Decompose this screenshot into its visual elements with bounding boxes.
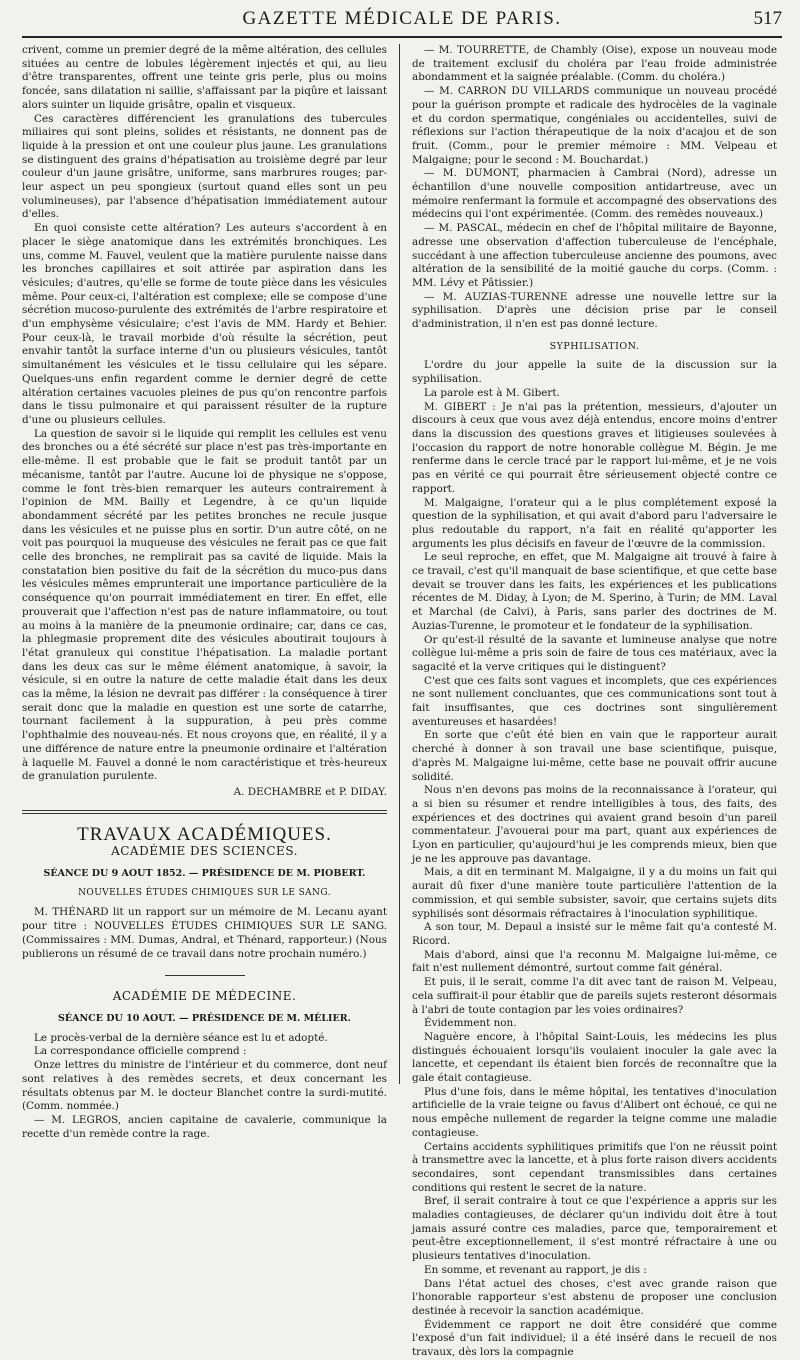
- paragraph: Évidemment non.: [424, 1017, 517, 1030]
- signature: A. DECHAMBRE et P. DIDAY.: [233, 785, 387, 798]
- right-column: [412, 44, 777, 1359]
- paragraph: Plus d'une fois, dans le même hôpital, les tentatives d'inoculation artificielle de la vraie teigne ou favus d'Alibert ont échoué, ce qui ne nous empêche nullement de regarder la teigne comme une maladie contagieuse.: [412, 1085, 777, 1139]
- session-heading: SÉANCE DU 9 AOUT 1852. — PRÉSIDENCE DE M. PIOBERT.: [43, 868, 366, 880]
- section-rule: [22, 810, 387, 814]
- section-title: TRAVAUX ACADÉMIQUES.: [77, 823, 332, 845]
- paragraph: M. Malgaigne, l'orateur qui a le plus complétement exposé la question de la syphilisation, et qui avait d'abord paru l'adversaire le plus redoutable du rapport, n'a fait en réalité qu'apporter les arguments les plus décisifs en faveur de l'œuvre de la commission.: [412, 496, 777, 550]
- paragraph: crivent, comme un premier degré de la même altération, des cellules situées au centre de lobules légèrement injectés et qui, au lieu d'être transparentes, offrent une teinte gris perle, plus ou moins foncée, sans dilatation ni saillie, s'affaissant par la piqûre et laissant alors suinter un liquide grisâtre, opalin et visqueux.: [22, 44, 387, 111]
- session-heading: SÉANCE DU 10 AOUT. — PRÉSIDENCE DE M. MÉLIER.: [58, 1013, 351, 1024]
- paragraph: En quoi consiste cette altération? Les auteurs s'accordent à en placer le siège anatomique dans les extrémités bronchiques. Les uns, comme M. Fauvel, veulent que la matière purulente naisse dans les bronches capillaires et soit attirée par aspiration dans les vésicules; d'autres, qu'elle se forme de toute pièce dans les vésicules même. Pour ceux-ci, l'altération est complexe; elle se compose d'une sécrétion mucoso-purulente des extrémités de l'arbre respiratoire et d'un emphysème vésiculaire; c'est l'avis de MM. Hardy et Behier. Pour ceux-là, le travail morbide d'où résulte la sécrétion, peut envahir tantôt la surface interne d'un ou plusieurs vésicules, tantôt simultanément les vésicules et le tissu cellulaire qui les sépare. Quelques-uns enfin regardent comme le dernier degré de cette altération certaines vacuoles pleines de pus qu'on rencontre parfois dans le tissu pulmonaire et qui paraissent résulter de la rupture d'une ou plusieurs cellules.: [22, 222, 387, 426]
- paragraph: En sorte que c'eût été bien en vain que le rapporteur aurait cherché à donner à son travail une base scientifique, puisque, d'après M. Malgaigne lui-même, cette base ne pouvait offrir aucune solidité.: [412, 729, 777, 783]
- left-column: [22, 44, 387, 1140]
- paragraph: — M. TOURRETTE, de Chambly (Oise), expose un nouveau mode de traitement exclusif du choléra par l'eau froide administrée abondamment et la saignée préalable. (Comm. du choléra.): [412, 44, 777, 84]
- journal-title: GAZETTE MÉDICALE DE PARIS.: [242, 8, 562, 29]
- paragraph: — M. CARRON DU VILLARDS communique un nouveau procédé pour la guérison prompte et radicale des hydrocèles de la vaginale et du cordon spermatique, congéniales ou accidentelles, suivi de réflexions sur l'action thérapeutique de la noix d'acajou et de son fruit. (Comm., pour le premier mémoire : MM. Velpeau et Malgaigne; pour le second : M. Bouchardat.): [412, 85, 777, 166]
- column-divider: [399, 44, 400, 1084]
- paragraph: Nous n'en devons pas moins de la reconnaissance à l'orateur, qui a si bien su résumer et rendre intelligibles à tous, des faits, des expériences et des doctrines qui avaient grand besoin d'un pareil commentateur. J'avouerai pour ma part, quant aux expériences de Lyon en particulier, qu'aujourd'hui je les comprends mieux, bien que je ne les approuve pas davantage.: [412, 784, 777, 865]
- paragraph: Dans l'état actuel des choses, c'est avec grande raison que l'honorable rapporteur s'est abstenu de proposer une conclusion destinée à recevoir la sanction académique.: [412, 1277, 777, 1317]
- paragraph: — M. LEGROS, ancien capitaine de cavalerie, communique la recette d'un remède contre la rage.: [22, 1113, 387, 1140]
- paragraph: La correspondance officielle comprend :: [34, 1045, 247, 1058]
- academy-heading: ACADÉMIE DES SCIENCES.: [111, 844, 298, 859]
- paragraph: C'est que ces faits sont vagues et incomplets, que ces expériences ne sont nullement concluantes, que ces communications sont tout à fait insuffisantes, que ces doctrines sont singulièrement aventureuses et hasardées!: [412, 674, 777, 728]
- paragraph: En somme, et revenant au rapport, je dis :: [424, 1263, 647, 1276]
- paragraph: Ces caractères différencient les granulations des tubercules miliaires qui sont pleins, solides et résistants, ne donnent pas de liquide à la pression et ont une couleur plus jaune. Les granulations se distinguent des grains d'hépatisation au troisième degré par leur couleur d'un jaune grisâtre, uniforme, sans marbrures rouges; par-leur aspect un peu spongieux (surtout quand elles sont un peu volumineuses), par l'absence d'hépatisation immédiatement autour d'elles.: [22, 112, 387, 221]
- paragraph: La parole est à M. Gibert.: [424, 386, 560, 399]
- paragraph: Le procès-verbal de la dernière séance est lu et adopté.: [34, 1031, 328, 1044]
- short-rule: [165, 975, 245, 976]
- paragraph: Mais d'abord, ainsi que l'a reconnu M. Malgaigne lui-même, ce fait n'est nullement démontré, surtout comme fait général.: [412, 948, 777, 975]
- academy-heading: ACADÉMIE DE MÉDECINE.: [112, 989, 297, 1004]
- paragraph: L'ordre du jour appelle la suite de la discussion sur la syphilisation.: [412, 359, 777, 386]
- paragraph: — M. PASCAL, médecin en chef de l'hôpital militaire de Bayonne, adresse une observation d'affection tuberculeuse de l'encéphale, succédant à une affection tuberculeuse ancienne des poumons, avec altération de la sensibilité de la moitié gauche du corps. (Comm. : MM. Lévy et Pâtissier.): [412, 222, 777, 289]
- paragraph: Et puis, il le serait, comme l'a dit avec tant de raison M. Velpeau, cela suffirait-il pour établir que de pareils sujets resteront désormais à l'abri de toute contagion par les voies ordinaires?: [412, 976, 777, 1016]
- paragraph: — M. AUZIAS-TURENNE adresse une nouvelle lettre sur la syphilisation. D'après une décision prise par le conseil d'administration, il n'en est pas donné lecture.: [412, 290, 777, 331]
- paragraph: Onze lettres du ministre de l'intérieur et du commerce, dont neuf sont relatives à des remèdes secrets, et deux concernant les résultats obtenus par M. le docteur Blanchet contre la surdi-mutité. (Comm. nommée.): [22, 1059, 387, 1113]
- paragraph: A son tour, M. Depaul a insisté sur le même fait qu'a contesté M. Ricord.: [412, 921, 777, 947]
- header-rule: [22, 36, 782, 38]
- paragraph: Évidemment ce rapport ne doit être considéré que comme l'exposé d'un fait individuel; il a été inséré dans le recueil de nos travaux, dès lors la compagnie: [412, 1318, 777, 1359]
- paragraph: Mais, a dit en terminant M. Malgaigne, il y a du moins un fait qui aurait dû fixer d'une manière toute particulière l'attention de la commission, et qui semble subsister, savoir, que certains sujets dits syphilisés sont désormais réfractaires à l'inoculation syphilitique.: [412, 866, 777, 920]
- page-header: [22, 6, 782, 32]
- paragraph: La question de savoir si le liquide qui remplit les cellules est venu des bronches ou a été sécrété sur place n'est pas très-importante en elle-même. Il est probable que le fait se produit tantôt par un mécanisme, tantôt par l'autre. Aucune loi de physique ne s'oppose, comme le font très-bien remarquer les auteurs contrairement à l'opinion de MM. Bailly et Legendre, à ce qu'un liquide abondamment sécrété par les petites bronches ne recule jusque dans les vésicules et ne puisse plus en sortir. D'un autre côté, on ne voit pas pourquoi la muqueuse des vésicules ne ferait pas ce que fait celle des bronches, ne remplirait pas sa cavité de liquide. Mais la constatation bien positive du fait de la sécrétion du muco-pus dans les vésicules mêmes emprunterait une importance particulière de la conséquence qu'on pourrait immédiatement en tirer. En effet, elle prouverait que l'affection n'est pas de nature inflammatoire, ou tout au moins à la manière de la pneumonie ordinaire; car, dans ce cas, la phlegmasie proprement dite des vésicules aboutirait toujours à l'état granuleux qui constitue l'hépatisation. La maladie portant dans les deux cas sur le même élément anatomique, à savoir, la vésicule, si en outre la nature de cette maladie était dans les deux cas la même, la lésion ne devrait pas différer : la conséquence à tirer serait donc que la maladie en question est une sorte de catarrhe, tournant facilement à la suppuration, à peu près comme l'ophthalmie des nouveau-nés. Et nous croyons que, en réalité, il y a une différence de nature entre la pneumonie ordinaire et l'altération à laquelle M. Fauvel a donné le nom caractéristique et très-heureux de granulation purulente.: [22, 427, 387, 783]
- paragraph: M. GIBERT : Je n'ai pas la prétention, messieurs, d'ajouter un discours à ceux que vous avez déjà entendus, encore moins d'entrer dans la discussion des questions graves et litigieuses soulevées à l'occasion du rapport de notre honorable collègue M. Bégin. Je me renferme dans le cercle tracé par le rapport lui-même, et je ne vois pas en vérité ce qui pourrait être sérieusement objecté contre ce rapport.: [412, 400, 777, 495]
- paragraph: Or qu'est-il résulté de la savante et lumineuse analyse que notre collègue lui-même a pris soin de faire de tous ces matériaux, avec la sagacité et la verve critiques qui le distinguent?: [412, 633, 777, 673]
- paragraph: M. THÉNARD lit un rapport sur un mémoire de M. Lecanu ayant pour titre : NOUVELLES ÉTUDES CHIMIQUES SUR LE SANG. (Commissaires : MM. Dumas, Andral, et Thénard, rapporteur.) (Nous publierons un résumé de ce travail dans notre prochain numéro.): [22, 906, 387, 960]
- paragraph: Naguère encore, à l'hôpital Saint-Louis, les médecins les plus distingués échouaient lorsqu'ils voulaient inoculer la gale avec la lancette, et cependant ils étaient bien forcés de reconnaître que la gale était contagieuse.: [412, 1030, 777, 1085]
- page-number: 517: [753, 8, 782, 29]
- paragraph: Bref, il serait contraire à tout ce que l'expérience a appris sur les maladies contagieuses, de déclarer qu'un individu doit être à tout jamais assuré contre ces maladies, parce que, temporairement et peut-être exceptionnellement, il s'est montré réfractaire à une ou plusieurs tentatives d'inoculation.: [412, 1195, 777, 1263]
- subheading: SYPHILISATION.: [549, 340, 640, 352]
- paragraph: Certains accidents syphilitiques primitifs que l'on ne réussit point à transmettre avec la lancette, et à plus forte raison divers accidents secondaires, sont cependant transmissibles dans certaines conditions qui restent le secret de la nature.: [412, 1140, 777, 1194]
- paragraph: Le seul reproche, en effet, que M. Malgaigne ait trouvé à faire à ce travail, c'est qu'il manquait de base scientifique, et que cette base devait se trouver dans les faits, les expériences et les publications récentes de M. Diday, à Lyon; de M. Sperino, à Turin; de MM. Laval et Marchal (de Calvi), à Paris, sans parler des doctrines de M. Auzias-Turenne, le promoteur et le fondateur de la syphilisation.: [412, 551, 777, 632]
- paragraph: — M. DUMONT, pharmacien à Cambrai (Nord), adresse un échantillon d'une nouvelle composition antidartreuse, avec un mémoire renfermant la formule et accompagné des observations des médecins qui l'ont expérimentée. (Comm. des remèdes nouveaux.): [412, 167, 777, 221]
- subheading: NOUVELLES ÉTUDES CHIMIQUES SUR LE SANG.: [78, 887, 331, 898]
